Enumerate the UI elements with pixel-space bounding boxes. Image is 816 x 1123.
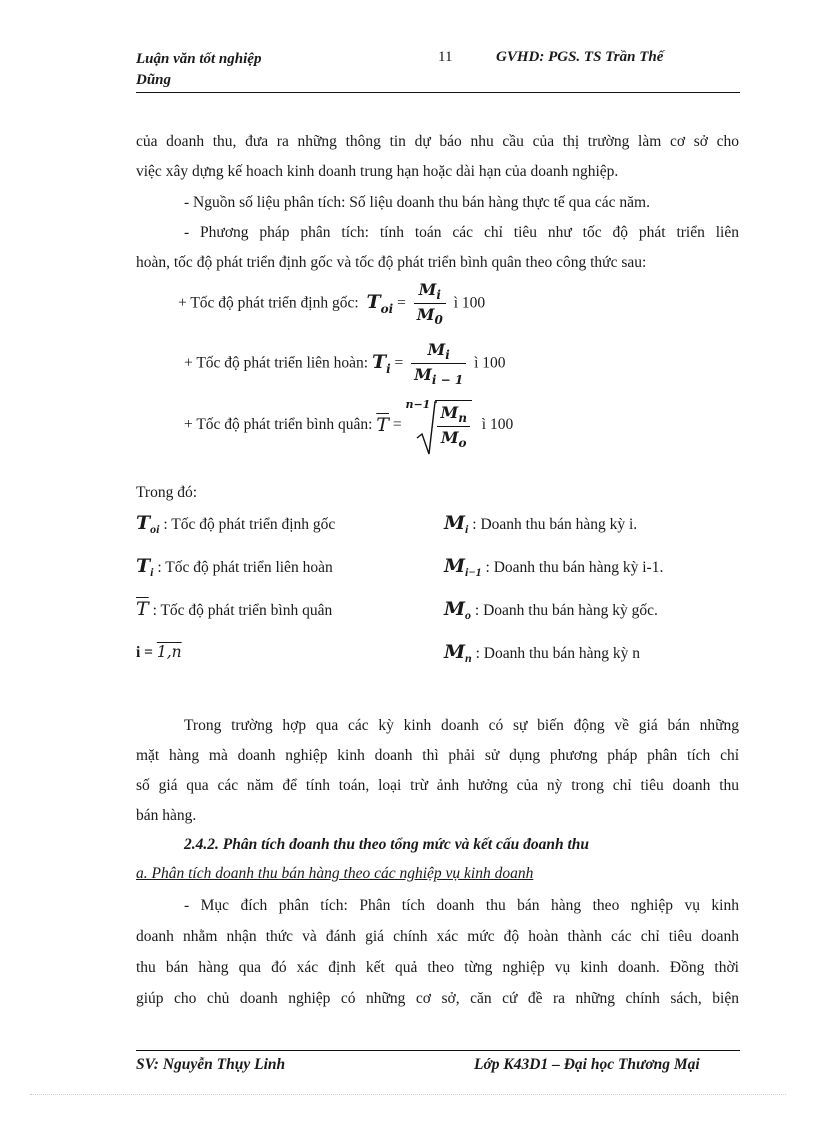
legend-i-sym: i = [136,644,157,661]
formula1-den-sub: 0 [434,313,443,328]
sub-heading: a. Phân tích doanh thu bán hàng theo các nghiệp vụ kinh doanh [136,865,534,882]
legend-mi-sym: M [444,512,466,534]
formula2-sym-letter: T [371,351,387,374]
legend-mi-sub: i [465,522,469,537]
formula3-tail: ì 100 [481,416,514,434]
formula3-num: M [440,403,459,422]
header-thesis-title [136,49,261,91]
legend-mn-sym: M [444,641,466,663]
formula2-label: + Tốc độ phát triển liên hoàn: [184,354,369,372]
header-title-line2: Dũng [136,72,172,88]
formula3-fraction [435,400,471,450]
formula3-num-sub: n [458,411,467,426]
header-rule [136,92,740,93]
legend-tbar [136,598,332,622]
formula2-num-sub: i [445,348,450,363]
formula3-symbol: $\overline{T}$ [376,414,389,437]
formula1-tail: ì 100 [453,294,486,312]
legend-toi-sub: oi [150,522,160,537]
formula-chain-base: + Tốc độ phát triển liên hoàn: $T_i$ = $\frac{M_i}{M_{i - 1}}$ ì 100 [184,340,506,388]
legend-mi [444,512,637,540]
formula-fixed-base: + Tốc độ phát triển định gốc: $T_{oi}$ = $\frac{M_i}{M_0}$ ì 100 [178,280,486,328]
formula2-fraction [411,340,466,387]
legend-toi-text: : Tốc độ phát triển định gốc [163,516,336,533]
header-title-line1: Luận văn tốt nghiệp [136,51,262,67]
legend-mo [444,598,658,626]
legend-mi-1 [444,555,663,583]
para1-line1: của doanh thu, đưa ra những thông tin dự báo nhu cầu của thị trường làm cơ sở cho [136,133,739,150]
formula2-tail: ì 100 [474,354,506,372]
source-line: - Nguồn số liệu phân tích: Số liệu doanh thu bán hàng thực tế qua các năm. [184,194,650,211]
legend-tbar-sym: $\overline{T}$ [136,598,149,620]
formula1-num-sub: i [436,288,441,303]
legend-mn-text: : Doanh thu bán hàng kỳ n [475,645,641,662]
formula1-label: + Tốc độ phát triển định gốc: [178,294,359,312]
legend-toi [136,512,335,540]
section-heading: 2.4.2. Phân tích đoanh thu theo tổng mức và kết cấu đoanh thu [184,836,590,853]
formula1-sym-sub: oi [380,302,394,317]
formula1-symbol [366,291,394,317]
legend-mn [444,641,640,669]
para2-line3: số giá qua các năm để tính toán, loại trừ ảnh hưởng của nỳ trong chỉ tiêu doanh thu [136,777,739,794]
method-line1: - Phương pháp phân tích: tính toán các chỉ tiêu như tốc độ phát triển liên [184,224,739,241]
formula2-den-sub: i − 1 [431,373,464,388]
legend-i-range [136,641,182,664]
page-bottom-divider [30,1094,786,1095]
legend-ti-sym: T [136,555,151,577]
legend-ti-text: : Tốc độ phát triển liên hoàn [157,559,333,576]
legend-mo-sym: M [444,598,466,620]
purpose-line3: thu bán hàng qua đó xác định kết quả theo từng nghiệp vụ kinh doanh. Đồng thời [136,959,739,976]
legend-tbar-text: : Tốc độ phát triển bình quân [152,602,333,619]
purpose-line1: - Mục đích phân tích: Phân tích doanh thu bán hàng theo nghiệp vụ kinh [184,897,739,914]
formula2-num: M [427,340,446,359]
para2-line2: mặt hàng mà doanh nghiệp kinh doanh thì phải sử dụng phương pháp phân tích chỉ [136,747,739,764]
legend-toi-sym: T [136,512,151,534]
method-line2: hoàn, tốc độ phát triển định gốc và tốc độ phát triển bình quân theo công thức sau: [136,254,647,271]
footer-class: Lớp K43D1 – Đại học Thương Mại [474,1056,700,1073]
formula1-den: M [416,305,435,325]
legend-mo-text: : Doanh thu bán hàng kỳ gốc. [474,602,658,619]
formula1-fraction [414,280,446,327]
formula3-root-index: n−1 [405,398,431,411]
legend-mi-1-sym: M [444,555,466,577]
purpose-line4: giúp cho chủ doanh nghiệp có những cơ sở, căn cứ đề ra những chính sách, biện [136,990,739,1007]
formula1-sym-letter: T [366,291,381,314]
formula3-den: M [440,428,459,448]
legend-mi-text: : Doanh thu bán hàng kỳ i. [472,516,638,533]
formula1-num: M [418,280,437,299]
formula3-label: + Tốc độ phát triển bình quân: [184,416,373,434]
header-advisor: GVHD: PGS. TS Trần Thế [496,49,664,65]
formula-average: + Tốc độ phát triển bình quân: $\overline{T}$ = n−1 $\frac{M_n}{M_o}$ ì 100 [184,400,513,450]
legend-ti [136,555,333,583]
legend-mo-sub: o [465,608,472,623]
legend-title: Trong đó: [136,484,198,501]
legend-mn-sub: n [465,651,472,666]
para1-line2: việc xây dựng kế hoach kinh doanh trung hạn hoặc dài hạn của doanh nghiệp. [136,163,619,180]
radical-icon [415,400,437,456]
legend-mi-1-sub: i−1 [465,565,482,580]
footer-rule [136,1050,740,1051]
para2-line4: bán hàng. [136,807,197,824]
legend-ti-sub: i [150,565,154,580]
formula3-root [405,400,471,450]
footer-student: SV: Nguyễn Thụy Linh [136,1056,286,1073]
legend-i-range-value: 1,n [156,643,182,661]
page-number: 11 [438,49,453,65]
formula2-symbol [371,351,391,377]
formula2-sym-sub: i [386,362,391,377]
legend-mi-1-text: : Doanh thu bán hàng kỳ i-1. [485,559,664,576]
formula3-den-sub: o [458,436,467,451]
formula2-den: M [414,365,432,385]
purpose-line2: doanh nhằm nhận thức và đánh giá chính xác mức độ hoàn thành các chỉ tiêu doanh [136,928,739,945]
para2-line1: Trong trường hợp qua các kỳ kinh doanh có sự biến động về giá bán những [184,717,739,734]
